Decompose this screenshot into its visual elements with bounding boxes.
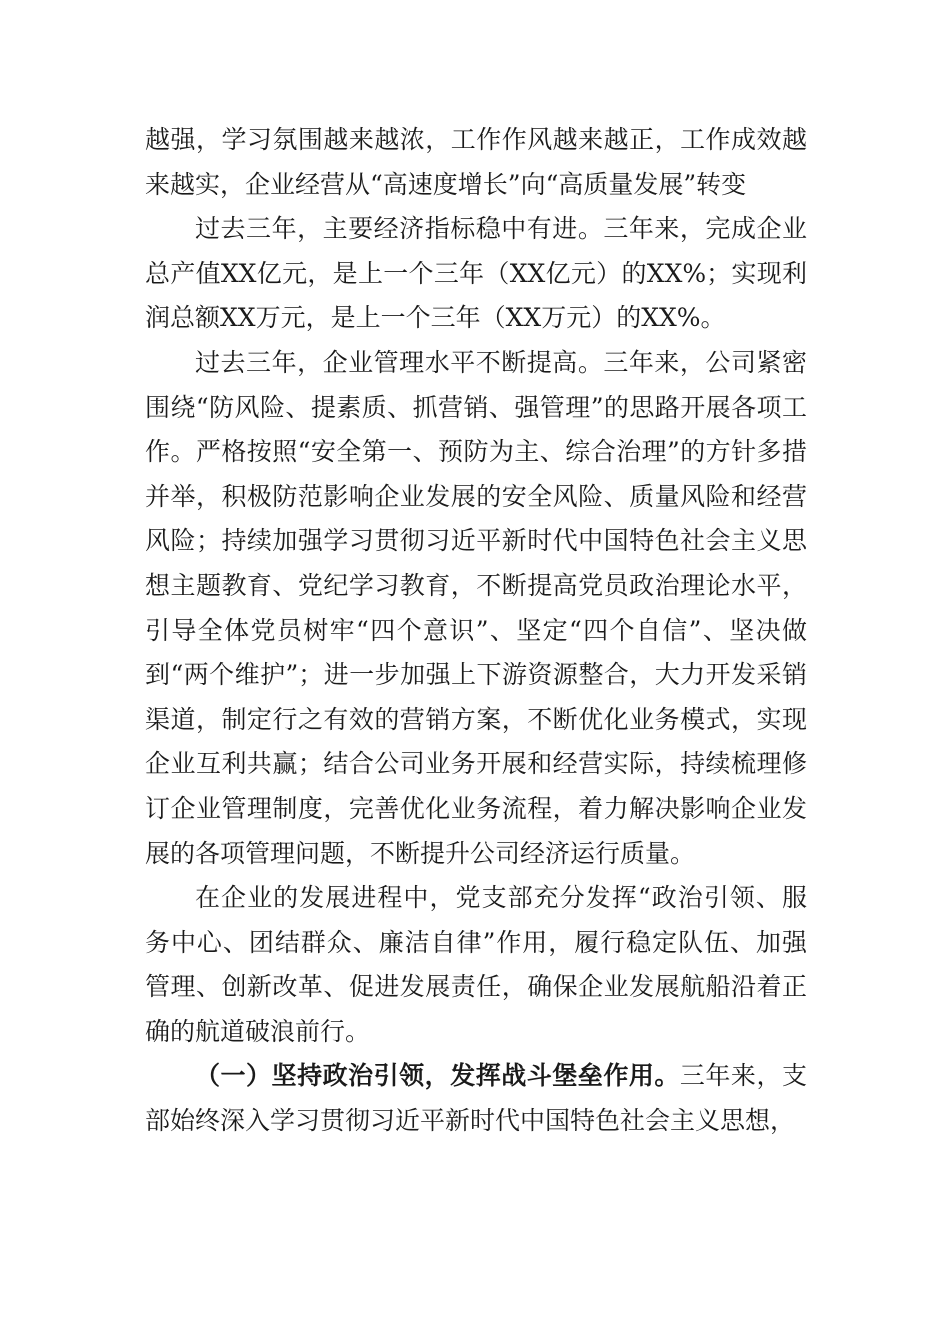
paragraph-economic-indicators	[145, 207, 807, 341]
section-heading-lead: （一）坚持政治引领，发挥战斗堡垒作用。	[195, 1061, 680, 1091]
paragraph-management-level	[145, 341, 807, 876]
paragraph-text: 过去三年，主要经济指标稳中有进。三年来，完成企业总产值XX亿元，是上一个三年（XX亿元）的XX%；实现利润总额XX万元，是上一个三年（XX万元）的XX%。	[145, 214, 807, 333]
paragraph-political-leadership	[145, 1054, 807, 1143]
paragraph-text: 越强，学习氛围越来越浓，工作作风越来越正，工作成效越来越实，企业经营从“高速度增长”向“高质量发展”转变	[145, 125, 807, 199]
paragraph-party-branch-role	[145, 876, 807, 1054]
paragraph-text: 在企业的发展进程中，党支部充分发挥“政治引领、服务中心、团结群众、廉洁自律”作用，履行稳定队伍、加强管理、创新改革、促进发展责任，确保企业发展航船沿着正确的航道破浪前行。	[145, 883, 807, 1046]
paragraph-continued	[145, 118, 807, 207]
paragraph-text: 过去三年，企业管理水平不断提高。三年来，公司紧密围绕“防风险、提素质、抓营销、强管理”的思路开展各项工作。严格按照“安全第一、预防为主、综合治理”的方针多措并举，积极防范影响企业发展的安全风险、质量风险和经营风险；持续加强学习贯彻习近平新时代中国特色社会主义思想主题教育、党纪学习教育，不断提高党员政治理论水平，引导全体党员树牢“四个意识”、坚定“四个自信”、坚决做到“两个维护”；进一步加强上下游资源整合，大力开发采销渠道，制定行之有效的营销方案，不断优化业务模式，实现企业互利共赢；结合公司业务开展和经营实际，持续梳理修订企业管理制度，完善优化业务流程，着力解决影响企业发展的各项管理问题，不断提升公司经济运行质量。	[145, 347, 807, 868]
paragraph-text: 三年来，支部始终深入学习贯彻习近平新时代中国特色社会主义思想，	[145, 1061, 807, 1136]
document-body	[145, 118, 807, 1144]
